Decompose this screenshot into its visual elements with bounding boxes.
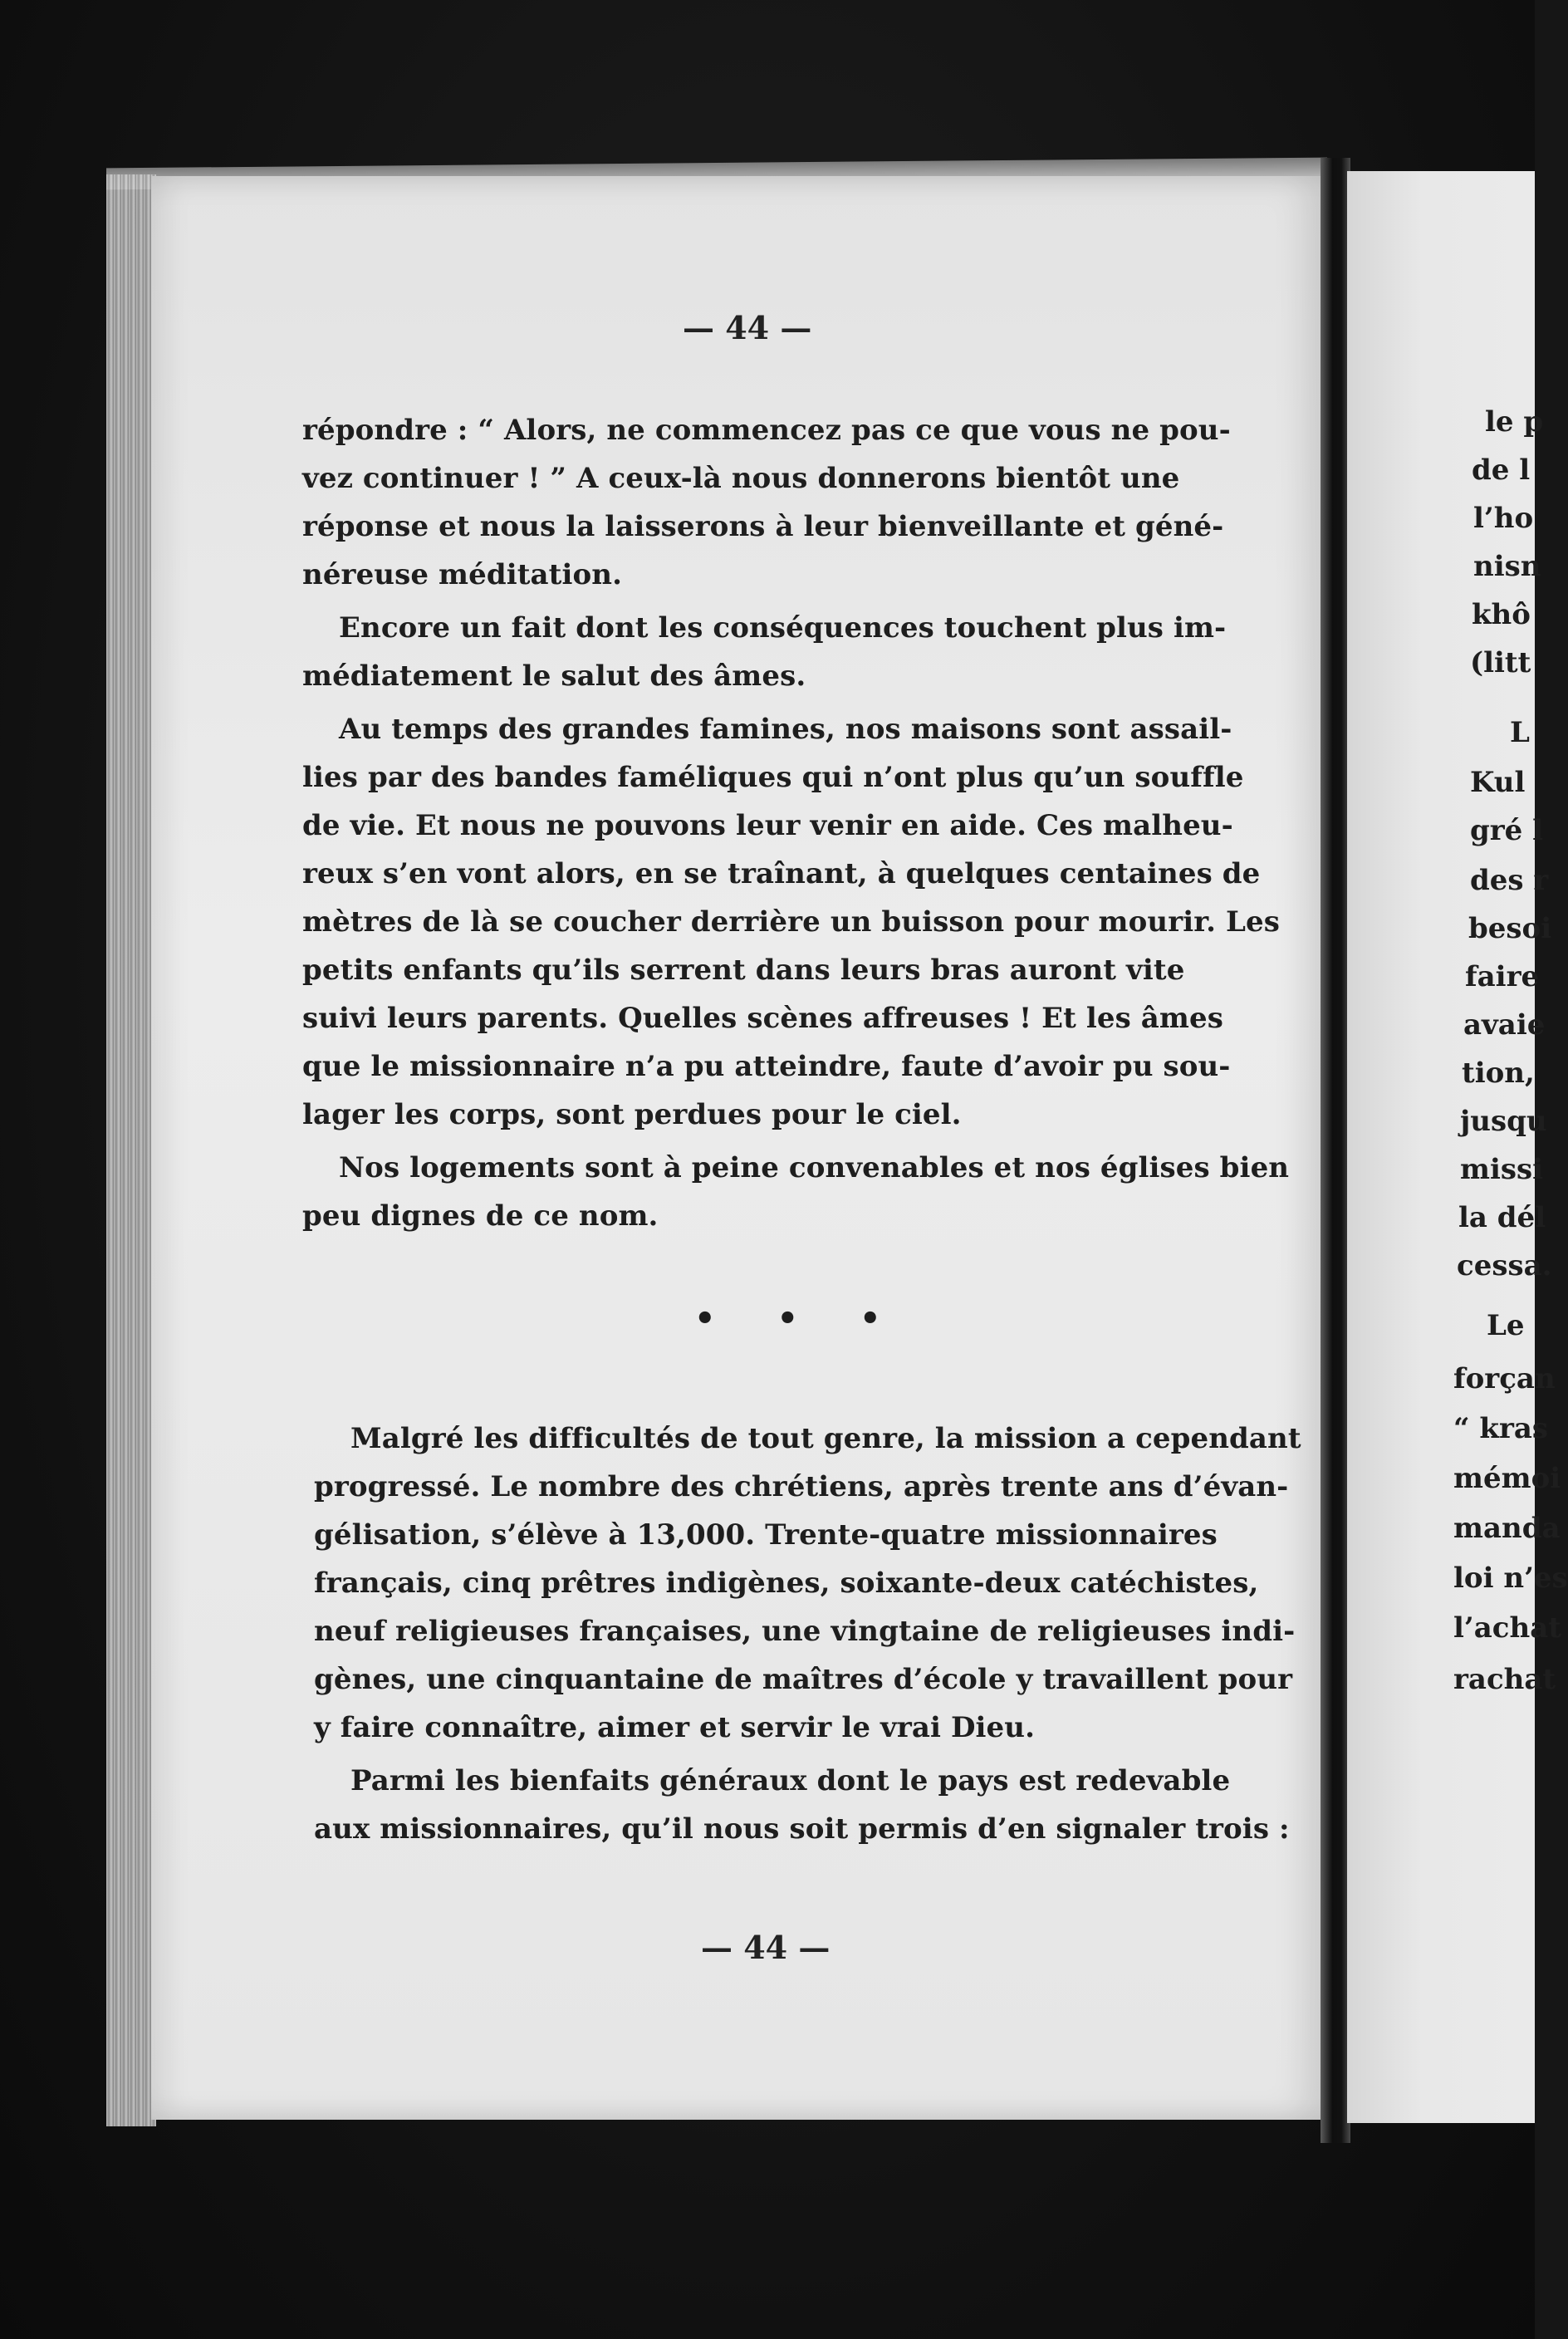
- text-line: neuf religieuses françaises, une vingtaine de religieuses indi-: [314, 1615, 1296, 1648]
- text-line: progressé. Le nombre des chrétiens, après trente ans d’évan-: [314, 1470, 1289, 1503]
- text-line: loi n’es: [1453, 1562, 1568, 1595]
- text-line: la dél: [1458, 1201, 1546, 1234]
- text-line: petits enfants qu’ils serrent dans leurs bras auront vite: [302, 954, 1185, 987]
- text-line: y faire connaître, aimer et servir le vrai Dieu.: [314, 1711, 1036, 1744]
- text-line: gènes, une cinquantaine de maîtres d’école y travaillent pour: [314, 1663, 1293, 1696]
- text-line: néreuse méditation.: [302, 558, 623, 591]
- text-line: des r: [1470, 864, 1549, 897]
- footer-page-number: — 44 —: [701, 1929, 831, 1966]
- text-line: français, cinq prêtres indigènes, soixante-deux catéchistes,: [314, 1567, 1259, 1600]
- book-gutter: [1321, 158, 1350, 2143]
- page-stack-edge: [106, 174, 156, 2126]
- text-line: réponse et nous la laisserons à leur bienveillante et géné-: [302, 510, 1224, 543]
- text-line: Nos logements sont à peine convenables et nos églises bien: [339, 1151, 1290, 1184]
- text-line: médiatement le salut des âmes.: [302, 660, 806, 693]
- text-line: suivi leurs parents. Quelles scènes affreuses ! Et les âmes: [302, 1002, 1223, 1035]
- text-line: manda: [1453, 1512, 1561, 1545]
- text-line: l’achat: [1453, 1611, 1561, 1645]
- text-line: jusqu: [1460, 1105, 1547, 1138]
- text-line: vez continuer ! ” A ceux-là nous donnerons bientôt une: [302, 462, 1180, 495]
- text-line: rachat: [1453, 1663, 1556, 1696]
- text-line: mètres de là se coucher derrière un buisson pour mourir. Les: [302, 905, 1281, 939]
- text-line: besoi: [1468, 912, 1552, 945]
- text-line: (litt: [1470, 646, 1531, 679]
- text-line: aux missionnaires, qu’il nous soit permis d’en signaler trois :: [314, 1812, 1290, 1846]
- text-line: lies par des bandes faméliques qui n’ont plus qu’un souffle: [302, 761, 1244, 794]
- text-line: répondre : “ Alors, ne commencez pas ce que vous ne pou-: [302, 414, 1231, 447]
- text-line: Kul: [1470, 766, 1526, 799]
- text-line: tion,: [1462, 1057, 1535, 1090]
- text-line: missi: [1460, 1153, 1544, 1186]
- text-line: le p: [1485, 405, 1544, 439]
- text-line: lager les corps, sont perdues pour le ciel.: [302, 1098, 962, 1131]
- text-line: faire: [1465, 960, 1540, 993]
- text-line: Parmi les bienfaits généraux dont le pays est redevable: [350, 1764, 1231, 1797]
- text-line: forçan: [1453, 1362, 1556, 1395]
- text-line: de vie. Et nous ne pouvons leur venir en aide. Ces malheu-: [302, 809, 1233, 842]
- text-line: peu dignes de ce nom.: [302, 1199, 659, 1233]
- section-separator: • • •: [694, 1299, 906, 1338]
- text-line: gélisation, s’élève à 13,000. Trente-quatre missionnaires: [314, 1518, 1218, 1552]
- text-line: reux s’en vont alors, en se traînant, à quelques centaines de: [302, 857, 1261, 890]
- text-line: “ kras: [1453, 1412, 1549, 1445]
- text-line: avaie: [1463, 1008, 1546, 1042]
- text-line: de l: [1472, 454, 1531, 487]
- text-line: l’ho: [1473, 502, 1534, 535]
- header-page-number: — 44 —: [683, 309, 812, 346]
- text-line: nisn: [1473, 550, 1541, 583]
- text-line: cessa.: [1457, 1249, 1552, 1282]
- text-line: L: [1510, 716, 1530, 749]
- text-line: Le: [1487, 1309, 1525, 1342]
- text-line: Au temps des grandes famines, nos maisons sont assail-: [339, 713, 1232, 746]
- text-line: que le missionnaire n’a pu atteindre, faute d’avoir pu sou-: [302, 1050, 1231, 1083]
- text-line: khô: [1472, 598, 1531, 631]
- text-line: gré l: [1470, 814, 1544, 847]
- text-line: mémoi: [1453, 1462, 1561, 1495]
- text-line: Encore un fait dont les conséquences touchent plus im-: [339, 611, 1227, 645]
- right-page-text: [1453, 0, 1568, 2339]
- text-line: Malgré les difficultés de tout genre, la mission a cependant: [350, 1422, 1301, 1455]
